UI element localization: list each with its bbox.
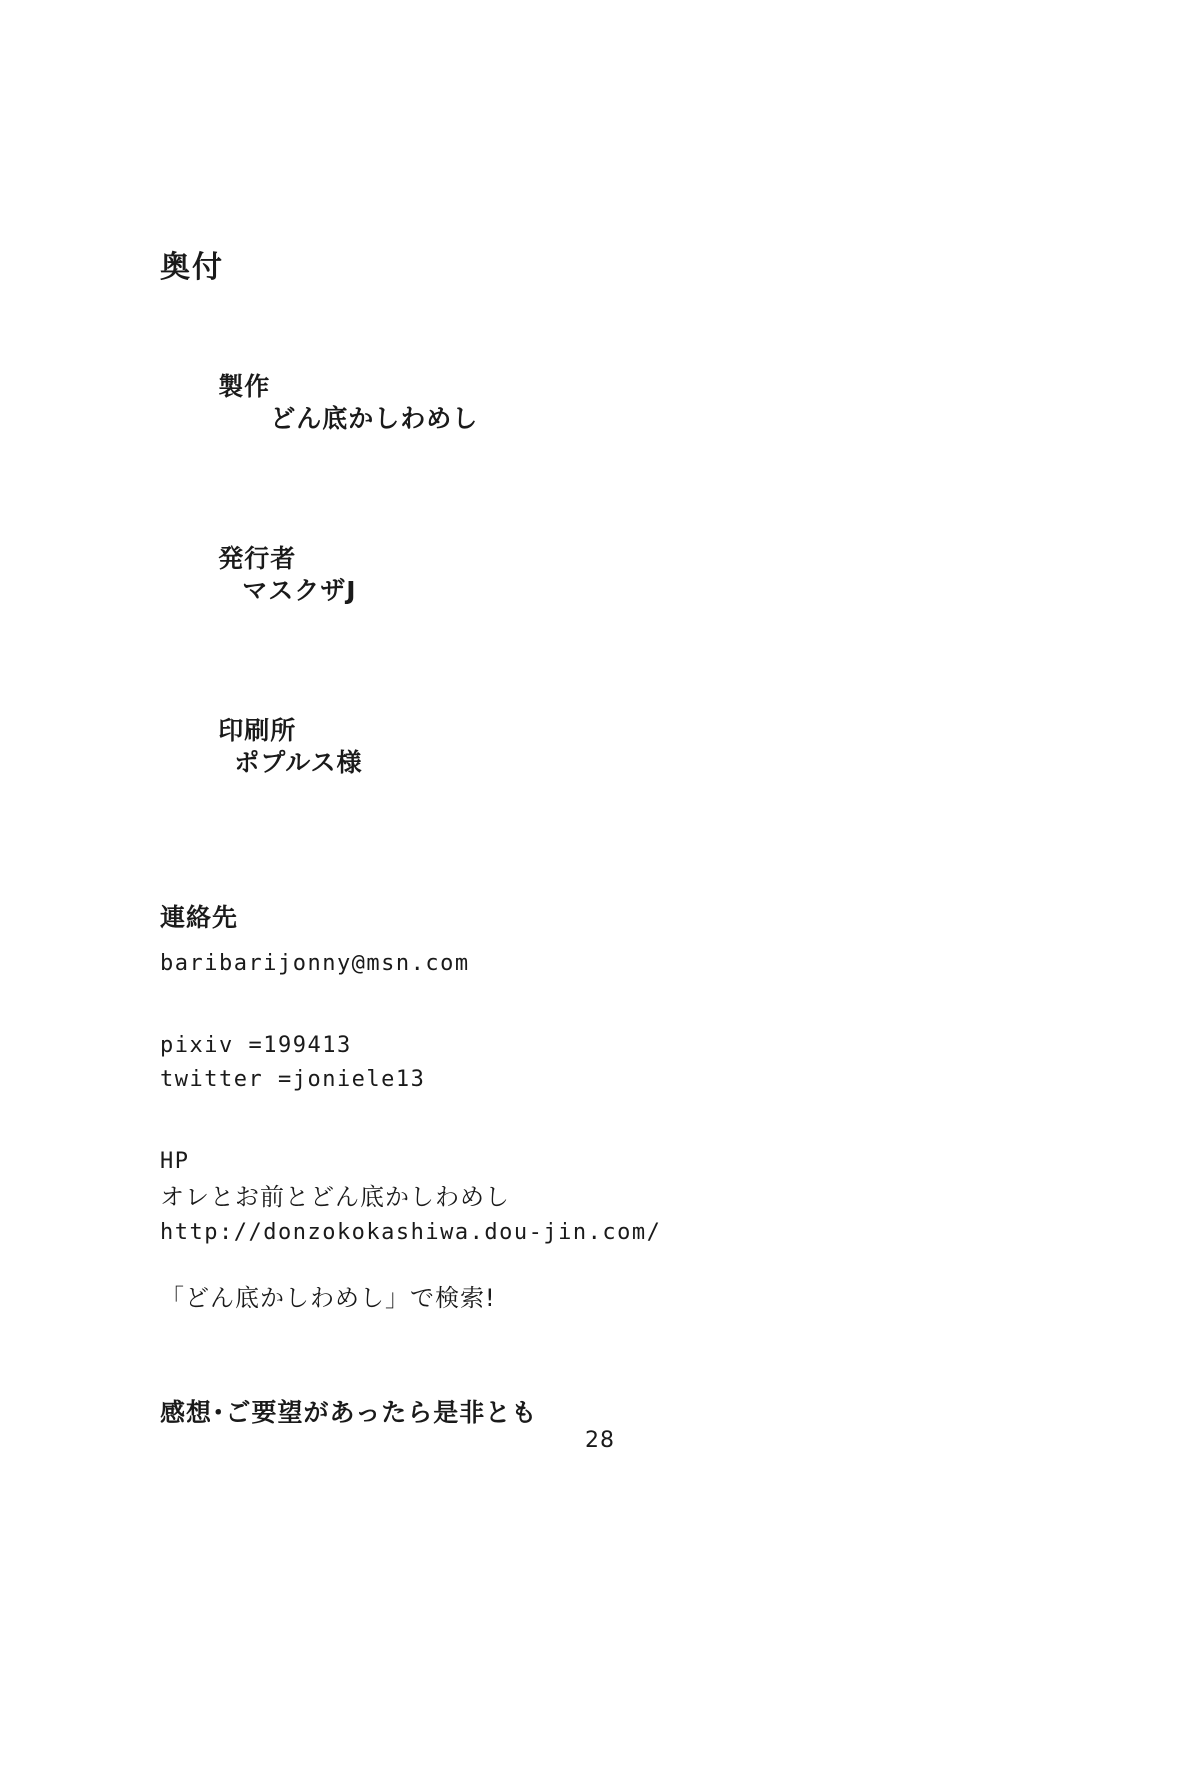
closing-note: 感想･ご要望があったら是非とも	[160, 1398, 538, 1428]
search-hint: 「どん底かしわめし」で検索!	[160, 1284, 496, 1313]
credit-value: どん底かしわめし	[270, 404, 479, 433]
credit-label: 製作	[218, 371, 271, 401]
credit-label: 印刷所	[218, 715, 297, 745]
page-number: 28	[585, 1428, 615, 1453]
contact-heading: 連絡先	[160, 903, 239, 932]
credit-row-production	[160, 338, 960, 468]
credit-value: マスクザJ	[242, 576, 357, 605]
pixiv-id: pixiv =199413	[160, 1032, 352, 1058]
page-title: 奥付	[160, 250, 224, 285]
colophon-block	[160, 250, 960, 1430]
hp-url[interactable]: http://donzokokashiwa.dou-jin.com/	[160, 1220, 662, 1246]
credit-row-printer	[160, 682, 960, 812]
contact-email[interactable]: baribarijonny@msn.com	[160, 950, 470, 976]
hp-heading: HP	[160, 1148, 190, 1174]
credit-value: ポプルス様	[234, 748, 363, 777]
hp-site-name: オレとお前とどん底かしわめし	[160, 1182, 510, 1211]
twitter-handle: twitter =joniele13	[160, 1066, 426, 1092]
credit-row-publisher	[160, 510, 960, 640]
credit-label: 発行者	[218, 543, 297, 573]
